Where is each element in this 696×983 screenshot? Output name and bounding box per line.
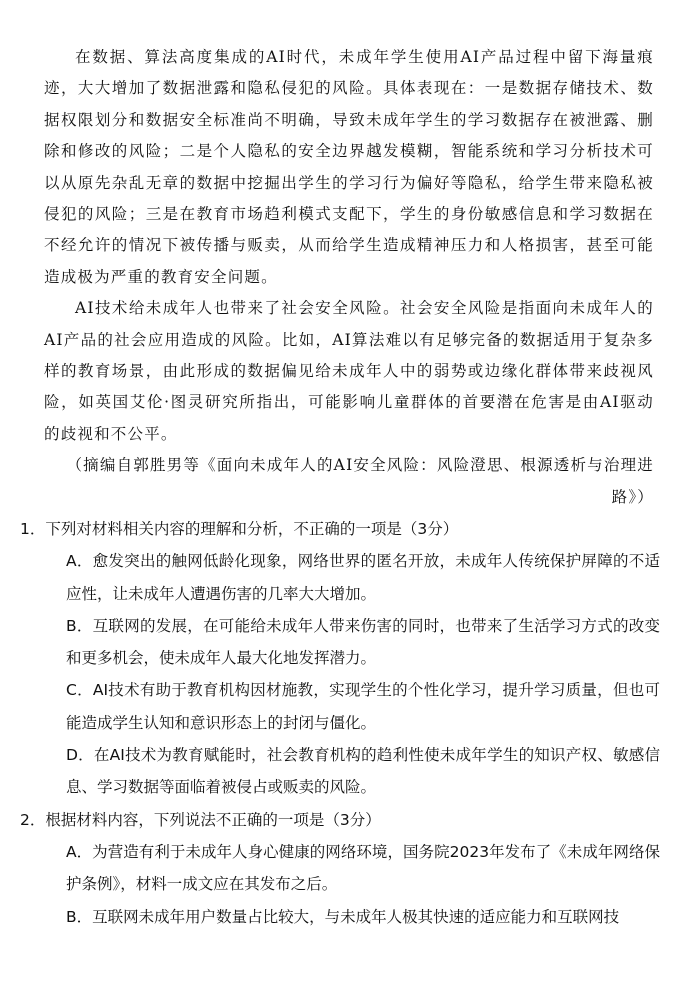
question-1-option-d: D．在AI技术为教育赋能时，社会教育机构的趋利性使未成年学生的知识产权、敏感信息、学习数据等面临着被侵占或贩卖的风险。: [66, 746, 660, 797]
passage-paragraph-1: 在数据、算法高度集成的AI时代，未成年学生使用AI产品过程中留下海量痕迹，大大增加了数据泄露和隐私侵犯的风险。具体表现在：一是数据存储技术、数据权限划分和数据安全标准尚不明确，导致未成年学生的学习数据存在被泄露、删除和修改的风险；二是个人隐私的安全边界越发模糊，智能系统和学习分析技术可以从原先杂乱无章的数据中挖掘出学生的学习行为偏好等隐私，给学生带来隐私被侵犯的风险；三是在教育市场趋利模式支配下，学生的身份敏感信息和学习数据在不经允许的情况下被传播与贩卖，从而给学生造成精神压力和人格损害，甚至可能造成极为严重的教育安全问题。: [44, 48, 654, 286]
question-1-option-a: A．愈发突出的触网低龄化现象，网络世界的匿名开放，未成年人传统保护屏障的不适应性，让未成年人遭遇伤害的几率大大增加。: [66, 552, 660, 603]
passage-source: （摘编自郭胜男等《面向未成年人的AI安全风险：风险澄思、根源透析与治理进路》）: [66, 456, 654, 506]
question-2-option-a: A．为营造有利于未成年人身心健康的网络环境，国务院2023年发布了《未成年网络保护条例》，材料一成文应在其发布之后。: [66, 842, 660, 894]
question-2-option-b: B．互联网未成年用户数量占比较大，与未成年人极其快速的适应能力和互联网技: [66, 907, 620, 926]
reading-passage: [44, 42, 654, 513]
question-1-stem: 1．下列对材料相关内容的理解和分析，不正确的一项是（3分）: [20, 520, 459, 538]
question-1-option-c: C．AI技术有助于教育机构因材施教，实现学生的个性化学习，提升学习质量，但也可能造成学生认知和意识形态上的封闭与僵化。: [66, 681, 660, 732]
passage-paragraph-2: AI技术给未成年人也带来了社会安全风险。社会安全风险是指面向未成年人的AI产品的社会应用造成的风险。比如，AI算法难以有足够完备的数据适用于复杂多样的教育场景，由此形成的数据偏见给未成年人中的弱势或边缘化群体带来歧视风险，如英国艾伦·图灵研究所指出，可能影响儿童群体的首要潜在危害是由AI驱动的歧视和不公平。: [44, 299, 654, 443]
question-1-option-b: B．互联网的发展，在可能给未成年人带来伤害的同时，也带来了生活学习方式的改变和更多机会，使未成年人最大化地发挥潜力。: [66, 616, 660, 668]
question-2-stem: 2．根据材料内容，下列说法不正确的一项是（3分）: [20, 810, 381, 829]
question-list: [20, 513, 660, 933]
